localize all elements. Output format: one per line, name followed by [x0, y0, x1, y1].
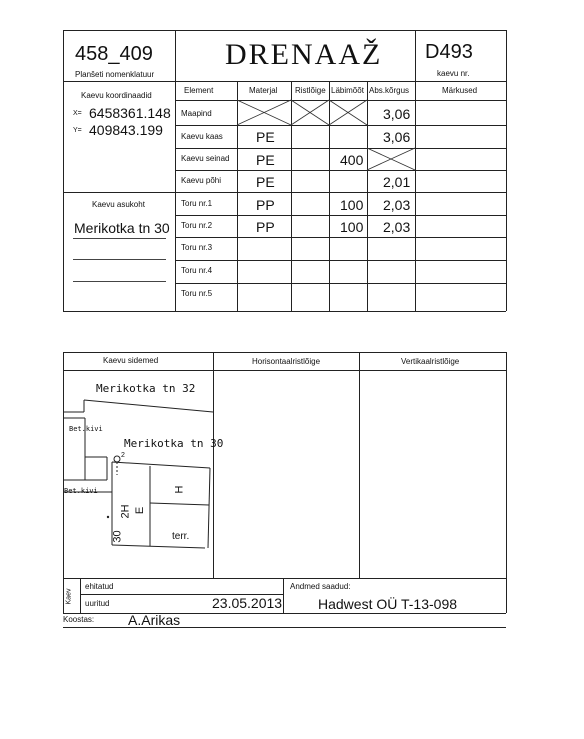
sheet-label: Planšeti nomenklatuur	[75, 70, 155, 79]
row-material: PP	[256, 219, 275, 235]
x-prefix: X=	[73, 110, 82, 117]
row-abs: 3,06	[383, 129, 411, 145]
col-header-diameter: Läbimõõt	[331, 86, 364, 95]
sketch-e-label: E	[134, 506, 147, 515]
row-element: Toru nr.3	[181, 243, 213, 252]
x-coordinate: 6458361.148	[89, 105, 171, 121]
row-material: PP	[256, 197, 275, 213]
footer-andmed-label: Andmed saadud:	[290, 582, 351, 591]
row-element: Maapind	[181, 109, 212, 118]
row-abs: 2,01	[383, 174, 411, 190]
row-material: PE	[256, 152, 275, 168]
sketch-street-32: Merikotka tn 32	[96, 382, 196, 395]
location-label: Kaevu asukoht	[92, 200, 145, 209]
col-header-cross: Ristlõige	[295, 86, 326, 95]
row-material: PE	[256, 174, 275, 190]
row-element: Kaevu kaas	[181, 132, 223, 141]
page-title: DRENAAŽ	[225, 38, 383, 71]
row-element: Kaevu seinad	[181, 154, 230, 163]
location-value: Merikotka tn 30	[74, 220, 170, 236]
y-coordinate: 409843.199	[89, 122, 163, 138]
row-element: Toru nr.4	[181, 266, 213, 275]
row-element: Toru nr.2	[181, 221, 213, 230]
row-material: PE	[256, 129, 275, 145]
sketch-bet-kivi-2: Bet.kivi	[64, 487, 98, 495]
sketch-street-30: Merikotka tn 30	[124, 437, 224, 450]
sketch-col-horizontal: Horisontaalristlõige	[252, 357, 321, 366]
row-diameter: 100	[340, 219, 364, 235]
footer-ehitatud: ehitatud	[85, 582, 114, 591]
row-element: Toru nr.5	[181, 289, 213, 298]
footer-andmed-value: Hadwest OÜ T-13-098	[318, 596, 458, 612]
row-abs: 3,06	[383, 106, 411, 122]
footer-uuritud: uuritud	[85, 599, 110, 608]
row-abs: 2,03	[383, 197, 411, 213]
sketch-terr-label: terr.	[172, 531, 190, 542]
well-label: kaevu nr.	[437, 69, 470, 78]
footer-koostas-label: Koostas:	[63, 615, 95, 624]
row-diameter: 400	[340, 152, 364, 168]
footer-side-label: Kaev	[65, 588, 73, 605]
col-header-notes: Märkused	[442, 86, 478, 95]
sketch-col-links: Kaevu sidemed	[103, 356, 159, 365]
col-header-element: Element	[184, 86, 214, 95]
col-header-material: Materjal	[249, 86, 278, 95]
sketch-2h-label: 2H	[119, 504, 132, 519]
sketch-30-label: 30	[111, 530, 124, 543]
row-element: Toru nr.1	[181, 199, 213, 208]
y-prefix: Y=	[73, 127, 82, 134]
sketch-bet-kivi-1: Bet.kivi	[69, 425, 103, 433]
well-marker	[114, 456, 120, 462]
footer-date: 23.05.2013	[212, 595, 283, 611]
row-diameter: 100	[340, 197, 364, 213]
sheet-number: 458_409	[75, 43, 153, 65]
sketch-well-number: 2	[121, 452, 125, 459]
coordinates-label: Kaevu koordinaadid	[81, 91, 152, 100]
sketch-col-vertical: Vertikaalristlõige	[401, 357, 460, 366]
col-header-abs: Abs.kõrgus	[369, 86, 410, 95]
row-abs: 2,03	[383, 219, 411, 235]
footer-koostas-value: A.Arikas	[128, 612, 181, 628]
well-id: D493	[425, 41, 473, 63]
row-element: Kaevu põhi	[181, 176, 222, 185]
sketch-h-label: H	[173, 485, 186, 494]
